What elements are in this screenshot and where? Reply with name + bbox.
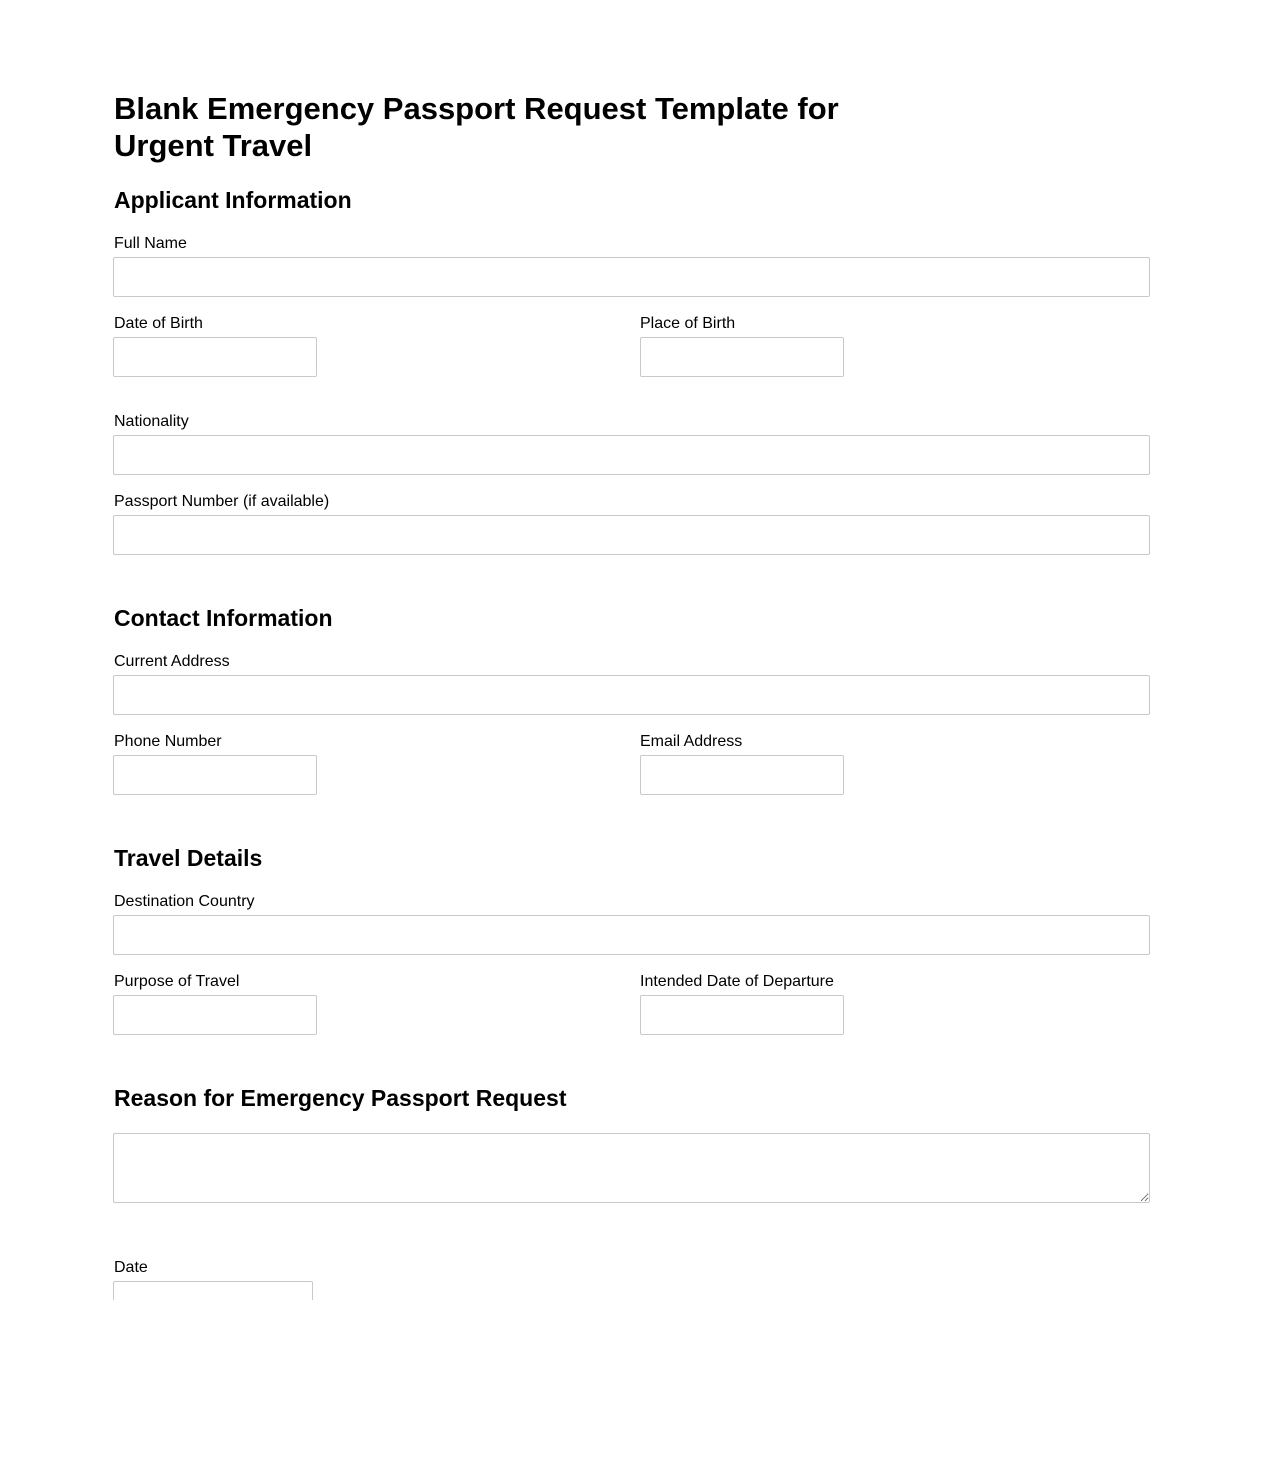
departure-date-input[interactable]: [640, 995, 844, 1035]
section-heading-applicant: Applicant Information: [114, 187, 352, 213]
purpose-of-travel-label: Purpose of Travel: [114, 973, 240, 990]
current-address-input[interactable]: [113, 675, 1150, 715]
reason-textarea[interactable]: [113, 1133, 1150, 1203]
date-of-birth-label: Date of Birth: [114, 315, 203, 332]
destination-country-input[interactable]: [113, 915, 1150, 955]
email-address-label: Email Address: [640, 733, 743, 750]
departure-date-label: Intended Date of Departure: [640, 973, 834, 990]
date-label: Date: [114, 1259, 148, 1276]
phone-number-input[interactable]: [113, 755, 317, 795]
current-address-label: Current Address: [114, 653, 230, 670]
nationality-label: Nationality: [114, 413, 189, 430]
passport-number-label: Passport Number (if available): [114, 493, 330, 510]
place-of-birth-label: Place of Birth: [640, 315, 736, 332]
date-of-birth-input[interactable]: [113, 337, 317, 377]
section-heading-travel: Travel Details: [114, 845, 263, 871]
destination-country-label: Destination Country: [114, 893, 255, 910]
full-name-label: Full Name: [114, 235, 187, 252]
section-heading-reason: Reason for Emergency Passport Request: [114, 1085, 567, 1111]
page-title: Blank Emergency Passport Request Template for Urgent Travel: [114, 91, 839, 163]
place-of-birth-input[interactable]: [640, 337, 844, 377]
nationality-input[interactable]: [113, 435, 1150, 475]
date-input[interactable]: [113, 1281, 313, 1300]
full-name-input[interactable]: [113, 257, 1150, 297]
section-heading-contact: Contact Information: [114, 605, 333, 631]
email-address-input[interactable]: [640, 755, 844, 795]
emergency-passport-form: [113, 0, 1150, 1300]
purpose-of-travel-input[interactable]: [113, 995, 317, 1035]
phone-number-label: Phone Number: [114, 733, 222, 750]
passport-number-input[interactable]: [113, 515, 1150, 555]
